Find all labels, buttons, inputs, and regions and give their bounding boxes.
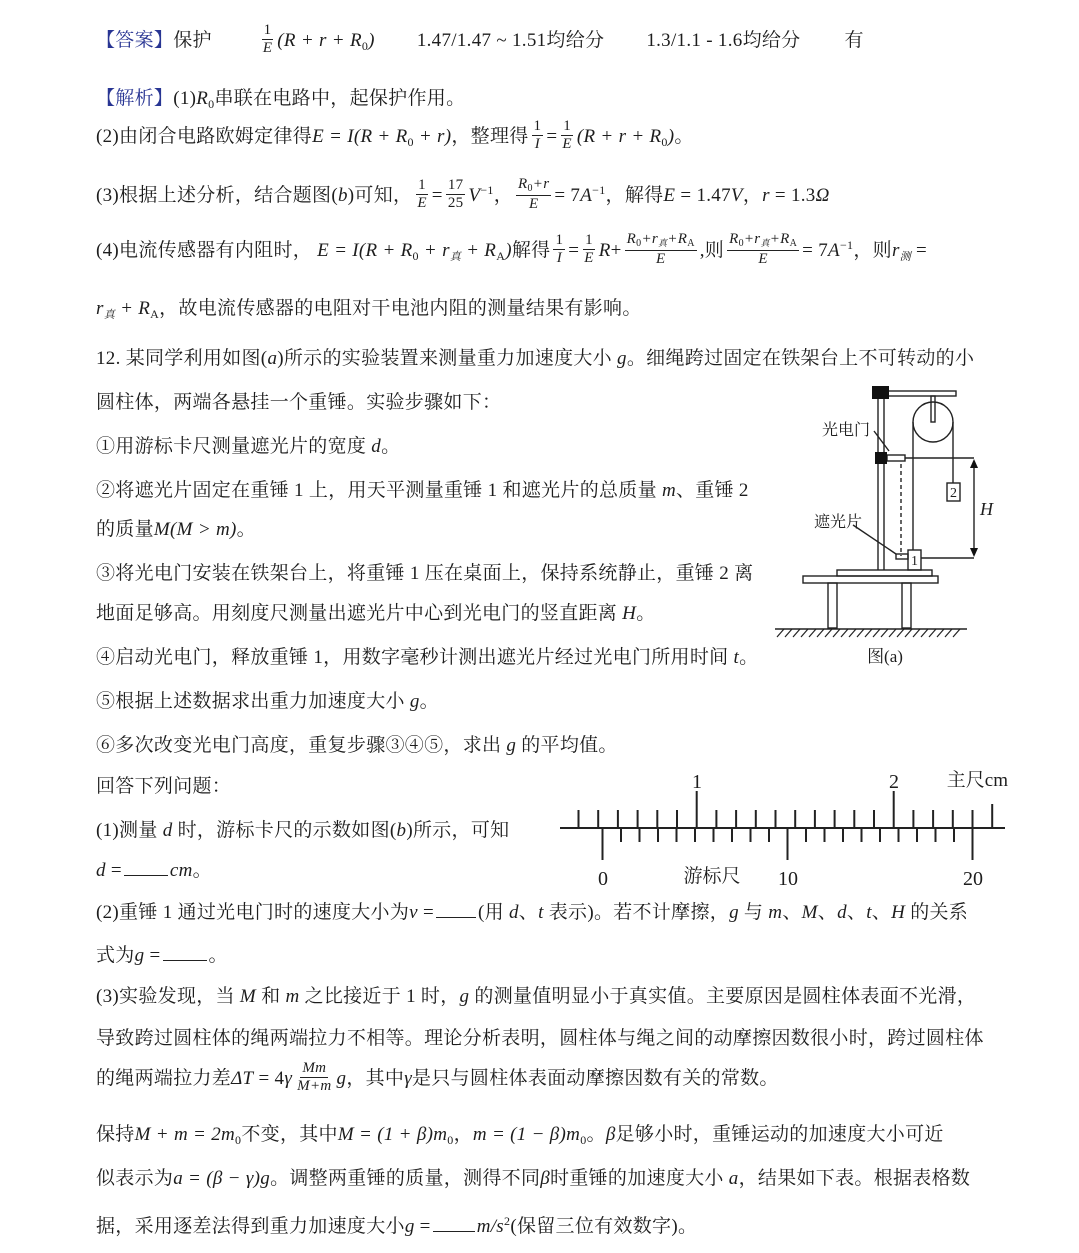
weight-1-label: 1: [911, 554, 918, 569]
fraction: $\frac{1}{E}$: [417, 176, 427, 212]
answer-blank: [436, 899, 476, 918]
answer-line: 【答案】保护 $\frac{1}{E}$ $(R + r + R_0)$ 1.47/1.47 ~ 1.51均给分 1.3/1.1 - 1.6均给分 有: [96, 22, 864, 57]
table-leg-right: [902, 583, 911, 628]
fraction: $\frac{1}{E}$: [262, 22, 273, 57]
section-tag: 【解析】: [96, 88, 174, 109]
vernier-scale-ticks: [603, 828, 973, 860]
h-arrowhead-up: [970, 459, 978, 468]
subquestion-2a: (2)重锤 1 通过光电门时的速度大小为v = (用 d、t 表示)。若不计摩擦，g 与 m、M、d、t、H 的关系: [96, 899, 968, 926]
subquestion-3a: (3)实验发现，当 M 和 m 之比接近于 1 时，g 的测量值明显小于真实值。主要原因是圆柱体表面不光滑，: [96, 986, 977, 1007]
shutter-label: 遮光片: [814, 514, 863, 531]
step-1: ①用游标卡尺测量遮光片的宽度 d。: [96, 436, 401, 457]
subquestion-2b: 式为g = 。: [96, 942, 228, 969]
analysis-line-4: (4)电流传感器有内阻时， $E = I(R + R_0 + r_真 + R_A)$解得 $\frac{1}{I}$ = $\frac{1}{E}$ R+ $\frac{R_0+r_真+R_A}{E}$ ,则 $\frac{R_0+r_真+R_A}{E}$ = $7A^{-1}$，则$r_测$ =: [96, 231, 928, 267]
pulley-axle: [931, 396, 935, 422]
main-scale-label-2: 2: [889, 771, 899, 793]
fraction: $\frac{R_0+r_真+R_A}{E}$: [729, 231, 798, 267]
answer-blank: [124, 857, 168, 876]
answer-blank: [163, 942, 207, 961]
figure-b-vernier-caliper: [558, 760, 1010, 897]
main-scale-label-1: 1: [692, 771, 702, 793]
vernier-scale-name: 游标尺: [683, 866, 741, 887]
photogate-label: 光电门: [822, 422, 871, 439]
fraction: $\frac{1}{E}$: [584, 231, 594, 267]
vernier-label-10: 10: [778, 868, 798, 890]
fraction: $\frac{1}{I}$: [555, 231, 564, 267]
fraction: $\frac{1}{I}$: [533, 118, 542, 153]
caliper-drawing: [558, 760, 1010, 892]
subquestion-1b: d = cm。: [96, 857, 212, 884]
subquestion-1a: (1)测量 d 时，游标卡尺的示数如图(b)所示，可知: [96, 820, 510, 841]
h-label: H: [980, 499, 993, 519]
vernier-label-0: 0: [598, 868, 608, 890]
subquestion-3f: 据，采用逐差法得到重力加速度大小$g = m/s^2$(保留三位有效数字)。: [96, 1214, 698, 1237]
answer-prompt: 回答下列问题：: [96, 776, 232, 797]
analysis-line-1: 【解析】$(1)R_0$串联在电路中，起保护作用。: [96, 88, 466, 111]
photogate-pointer-line: [874, 431, 889, 451]
section-tag: 【答案】: [96, 30, 174, 52]
step-4: ④启动光电门，释放重锤 1，用数字毫秒计测出遮光片经过光电门所用时间 t。: [96, 647, 759, 668]
cross-rod: [884, 391, 956, 396]
main-scale-ticks: [579, 791, 993, 828]
subquestion-3c: 的绳两端拉力差ΔT = 4γ $\frac{Mm}{M+m}$ g，其中γ是只与圆柱体表面动摩擦因数有关的常数。: [96, 1060, 779, 1095]
photogate: [875, 452, 887, 464]
top-clamp: [872, 386, 889, 399]
step-5: ⑤根据上述数据求出重力加速度大小 g。: [96, 691, 439, 712]
fraction: $\frac{1}{E}$: [562, 118, 572, 153]
h-arrowhead-down: [970, 548, 978, 557]
table-top: [803, 576, 938, 583]
answer-blank: [433, 1213, 475, 1232]
question-12-line-1: 12. 某同学利用如图(a)所示的实验装置来测量重力加速度大小 g。细绳跨过固定在铁架台上不可转动的小: [96, 348, 975, 369]
step-2b: 的质量M(M > m)。: [96, 519, 256, 540]
subquestion-3b: 导致跨过圆柱体的绳两端拉力不相等。理论分析表明，圆柱体与绳之间的动摩擦因数很小时，跨过圆柱体: [96, 1028, 984, 1049]
step-3b: 地面足够高。用刻度尺测量出遮光片中心到光电门的竖直距离 H。: [96, 603, 656, 624]
photogate-arm: [887, 455, 905, 461]
ground-hatching: [777, 629, 960, 637]
step-6: ⑥多次改变光电门高度，重复步骤③④⑤，求出 g 的平均值。: [96, 735, 618, 756]
figure-a-caption: 图(a): [867, 647, 903, 666]
subquestion-3d: 保持$M + m = 2m_0$不变，其中$M = (1 + \beta)m_0$，$m = (1 - \beta)m_0$。β足够小时，重锤运动的加速度大小可近: [96, 1124, 944, 1147]
table-base-plate: [837, 570, 932, 576]
step-3a: ③将光电门安装在铁架台上，将重锤 1 压在桌面上，保持系统静止，重锤 2 离: [96, 563, 754, 584]
analysis-line-2: (2)由闭合电路欧姆定律得$E = I(R + R_0 + r)$，整理得 $\frac{1}{I}$ = $\frac{1}{E}$ $(R + r + R_0)$。: [96, 118, 694, 153]
analysis-line-5: $r_真 + R_A$，故电流传感器的电阻对干电池内阻的测量结果有影响。: [96, 298, 642, 321]
subquestion-3e: 似表示为a = (β − γ)g。调整两重锤的质量，测得不同β时重锤的加速度大小 a，结果如下表。根据表格数: [96, 1168, 971, 1189]
fraction: $\frac{R_0+r_真+R_A}{E}$: [626, 231, 695, 267]
analysis-line-3: (3)根据上述分析，结合题图(b)可知， $\frac{1}{E}$ = $\frac{17}{25}$ $V^{-1}$， $\frac{R_0+r}{E}$ = $7A^{-1}$，解得E = 1.47V，r = 1.3Ω: [96, 176, 830, 212]
step-2a: ②将遮光片固定在重锤 1 上，用天平测量重锤 1 和遮光片的总质量 m、重锤 2: [96, 480, 749, 501]
vernier-label-20: 20: [963, 868, 983, 890]
fraction: $\frac{R_0+r}{E}$: [518, 176, 550, 212]
apparatus-drawing: [770, 383, 1010, 675]
fraction: $\frac{Mm}{M+m}$: [297, 1060, 332, 1095]
fraction: $\frac{17}{25}$: [447, 176, 464, 212]
table-leg-left: [828, 583, 837, 628]
shutter-plate: [896, 554, 908, 559]
figure-a-apparatus: [770, 383, 1010, 680]
weight-2-label: 2: [950, 486, 957, 501]
question-12-line-2: 圆柱体，两端各悬挂一个重锤。实验步骤如下：: [96, 392, 502, 413]
main-scale-unit-label: 主尺cm: [946, 770, 1008, 791]
